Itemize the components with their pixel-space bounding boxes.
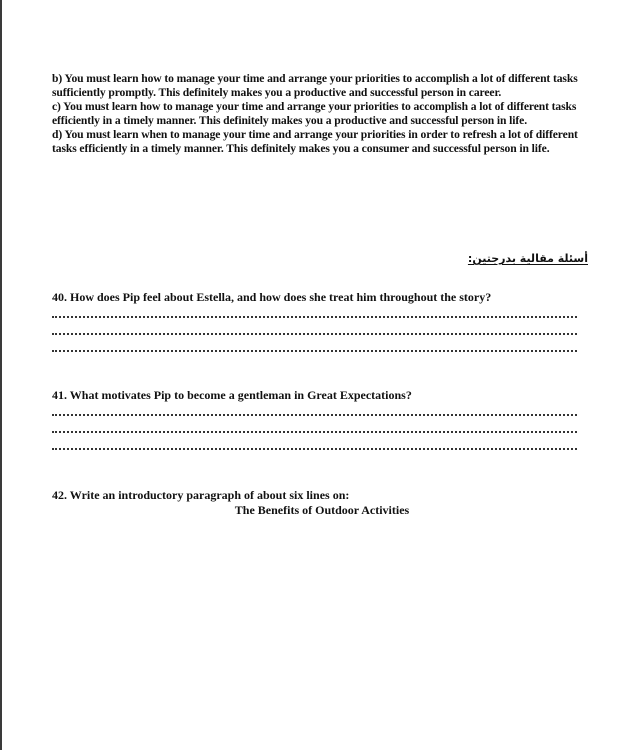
question-42: 42. Write an introductory paragraph of about six lines on: <box>52 488 350 502</box>
answer-line[interactable] <box>52 431 577 433</box>
paragraph-topic: The Benefits of Outdoor Activities <box>234 503 410 517</box>
option-c: c) You must learn how to manage your time and arrange your priorities to accomplish a lot of different tasks efficiently in a timely manner. This definitely makes you a productive and successful person in life. <box>52 100 577 127</box>
essay-section-heading: أسئلة مقالية بدرجتين: <box>467 252 588 265</box>
answer-line[interactable] <box>52 448 577 450</box>
question-41: 41. What motivates Pip to become a gentleman in Great Expectations? <box>52 388 412 402</box>
option-d: d) You must learn when to manage your time and arrange your priorities in order to refresh a lot of different tasks efficiently in a timely manner. This definitely makes you a consumer and successful person in life. <box>52 128 578 155</box>
answer-line[interactable] <box>52 350 577 352</box>
question-40: 40. How does Pip feel about Estella, and how does she treat him throughout the story? <box>52 290 492 304</box>
answer-line[interactable] <box>52 316 577 318</box>
answer-line[interactable] <box>52 333 577 335</box>
answer-options <box>52 72 592 156</box>
option-b: b) You must learn how to manage your time and arrange your priorities to accomplish a lot of different tasks sufficiently promptly. This definitely makes you a productive and successful person in career. <box>52 72 578 99</box>
answer-line[interactable] <box>52 414 577 416</box>
